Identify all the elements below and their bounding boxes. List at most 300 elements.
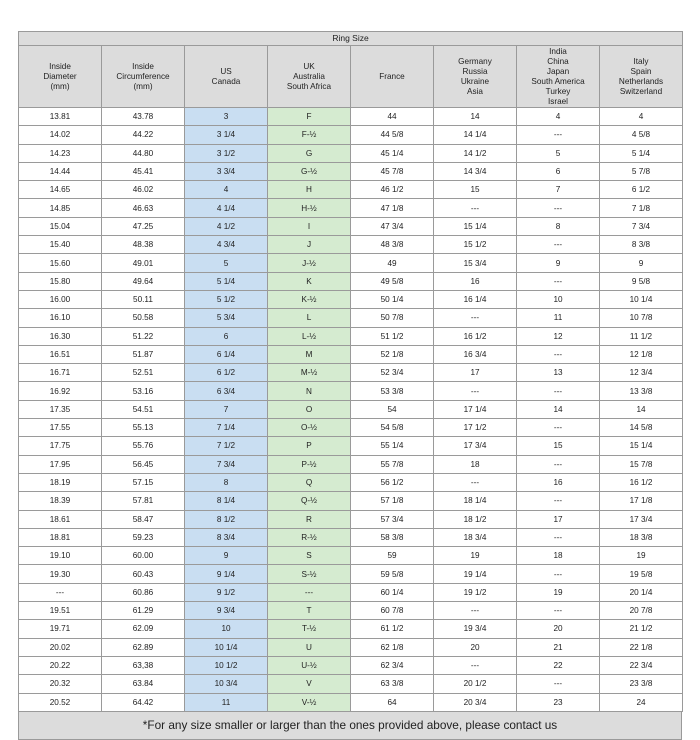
- table-cell-us-canada: 3 3/4: [185, 162, 268, 180]
- table-cell-inside-circumference: 56.45: [102, 455, 185, 473]
- table-row: [19, 162, 683, 180]
- table-cell-india-china-japan-south-america-turkey-israel: 12: [517, 327, 600, 345]
- table-row: [19, 327, 683, 345]
- table-row: [19, 419, 683, 437]
- table-cell-inside-circumference: 46.02: [102, 181, 185, 199]
- contact-note: *For any size smaller or larger than the ones provided above, please contact us: [18, 712, 682, 740]
- table-cell-france: 52 3/4: [351, 364, 434, 382]
- table-cell-inside-circumference: 62.09: [102, 620, 185, 638]
- table-cell-inside-circumference: 55.13: [102, 419, 185, 437]
- table-cell-india-china-japan-south-america-turkey-israel: 20: [517, 620, 600, 638]
- table-cell-inside-circumference: 61.29: [102, 602, 185, 620]
- column-header-line: Circumference: [116, 71, 170, 81]
- table-cell-france: 54: [351, 400, 434, 418]
- column-header-line: (mm): [133, 81, 153, 91]
- table-cell-us-canada: 10: [185, 620, 268, 638]
- table-row: [19, 181, 683, 199]
- table-cell-italy-spain-netherlands-switzerland: 19: [600, 547, 683, 565]
- column-header-us-canada: [185, 46, 268, 108]
- table-cell-inside-circumference: 50.11: [102, 290, 185, 308]
- table-cell-italy-spain-netherlands-switzerland: 15 7/8: [600, 455, 683, 473]
- table-cell-india-china-japan-south-america-turkey-israel: ---: [517, 126, 600, 144]
- table-cell-germany-russia-ukraine-asia: ---: [434, 309, 517, 327]
- table-cell-france: 54 5/8: [351, 419, 434, 437]
- column-header-india-china-japan-south-america-turkey-israel: [517, 46, 600, 108]
- table-cell-uk-australia-south-africa: L: [268, 309, 351, 327]
- table-cell-italy-spain-netherlands-switzerland: 4: [600, 108, 683, 126]
- table-cell-inside-circumference: 63,38: [102, 656, 185, 674]
- column-header-line: Japan: [546, 66, 570, 76]
- table-cell-inside-diameter: 16.71: [19, 364, 102, 382]
- table-cell-italy-spain-netherlands-switzerland: 18 3/8: [600, 528, 683, 546]
- table-cell-inside-circumference: 45.41: [102, 162, 185, 180]
- table-cell-germany-russia-ukraine-asia: 17 1/2: [434, 419, 517, 437]
- table-cell-italy-spain-netherlands-switzerland: 21 1/2: [600, 620, 683, 638]
- table-cell-italy-spain-netherlands-switzerland: 4 5/8: [600, 126, 683, 144]
- table-cell-us-canada: 4 3/4: [185, 236, 268, 254]
- column-header-line: Asia: [467, 86, 483, 96]
- table-cell-germany-russia-ukraine-asia: 18 1/4: [434, 492, 517, 510]
- table-cell-us-canada: 6 1/2: [185, 364, 268, 382]
- table-cell-italy-spain-netherlands-switzerland: 6 1/2: [600, 181, 683, 199]
- table-cell-france: 51 1/2: [351, 327, 434, 345]
- column-header-line: China: [547, 56, 569, 66]
- table-row: [19, 638, 683, 656]
- table-row: [19, 583, 683, 601]
- table-cell-uk-australia-south-africa: G-½: [268, 162, 351, 180]
- table-cell-india-china-japan-south-america-turkey-israel: ---: [517, 419, 600, 437]
- table-cell-uk-australia-south-africa: K-½: [268, 290, 351, 308]
- table-cell-inside-diameter: 15.04: [19, 217, 102, 235]
- table-cell-italy-spain-netherlands-switzerland: 17 3/4: [600, 510, 683, 528]
- table-cell-uk-australia-south-africa: J-½: [268, 254, 351, 272]
- table-cell-inside-circumference: 49.01: [102, 254, 185, 272]
- table-cell-italy-spain-netherlands-switzerland: 24: [600, 693, 683, 711]
- table-cell-inside-circumference: 54.51: [102, 400, 185, 418]
- table-cell-france: 55 1/4: [351, 437, 434, 455]
- table-cell-uk-australia-south-africa: P: [268, 437, 351, 455]
- table-cell-inside-diameter: 16.00: [19, 290, 102, 308]
- table-row: [19, 473, 683, 491]
- table-cell-us-canada: 8: [185, 473, 268, 491]
- table-cell-india-china-japan-south-america-turkey-israel: ---: [517, 382, 600, 400]
- table-cell-us-canada: 5 3/4: [185, 309, 268, 327]
- table-cell-france: 62 3/4: [351, 656, 434, 674]
- table-cell-inside-circumference: 58.47: [102, 510, 185, 528]
- column-header-inside-circumference: [102, 46, 185, 108]
- table-cell-uk-australia-south-africa: ---: [268, 583, 351, 601]
- table-row: [19, 547, 683, 565]
- table-cell-india-china-japan-south-america-turkey-israel: 7: [517, 181, 600, 199]
- table-cell-inside-diameter: 15.80: [19, 272, 102, 290]
- table-cell-uk-australia-south-africa: S-½: [268, 565, 351, 583]
- column-header-france: [351, 46, 434, 108]
- table-cell-uk-australia-south-africa: H-½: [268, 199, 351, 217]
- table-cell-us-canada: 5: [185, 254, 268, 272]
- table-cell-germany-russia-ukraine-asia: 17 1/4: [434, 400, 517, 418]
- column-header-uk-australia-south-africa: [268, 46, 351, 108]
- table-cell-us-canada: 9 1/4: [185, 565, 268, 583]
- table-cell-france: 44: [351, 108, 434, 126]
- column-header-inside-diameter: [19, 46, 102, 108]
- table-cell-us-canada: 9: [185, 547, 268, 565]
- table-cell-india-china-japan-south-america-turkey-israel: ---: [517, 455, 600, 473]
- table-cell-inside-circumference: 44.22: [102, 126, 185, 144]
- table-cell-us-canada: 8 3/4: [185, 528, 268, 546]
- table-cell-us-canada: 7 3/4: [185, 455, 268, 473]
- table-cell-inside-diameter: 14.85: [19, 199, 102, 217]
- table-cell-inside-diameter: 15.60: [19, 254, 102, 272]
- table-cell-germany-russia-ukraine-asia: 17 3/4: [434, 437, 517, 455]
- column-header-line: South America: [531, 76, 585, 86]
- table-cell-us-canada: 5 1/2: [185, 290, 268, 308]
- column-header-line: India: [549, 46, 567, 56]
- table-cell-germany-russia-ukraine-asia: 20 1/2: [434, 675, 517, 693]
- table-cell-inside-circumference: 59.23: [102, 528, 185, 546]
- table-cell-inside-diameter: 20.52: [19, 693, 102, 711]
- table-cell-india-china-japan-south-america-turkey-israel: 16: [517, 473, 600, 491]
- column-header-line: South Africa: [286, 81, 332, 91]
- table-cell-inside-diameter: 13.81: [19, 108, 102, 126]
- table-cell-us-canada: 6 1/4: [185, 345, 268, 363]
- column-header-line: France: [379, 71, 405, 81]
- table-cell-india-china-japan-south-america-turkey-israel: ---: [517, 236, 600, 254]
- table-cell-inside-diameter: 19.30: [19, 565, 102, 583]
- table-row: [19, 126, 683, 144]
- table-cell-inside-circumference: 50.58: [102, 309, 185, 327]
- table-cell-uk-australia-south-africa: O-½: [268, 419, 351, 437]
- table-cell-italy-spain-netherlands-switzerland: 9 5/8: [600, 272, 683, 290]
- table-cell-france: 59: [351, 547, 434, 565]
- table-cell-india-china-japan-south-america-turkey-israel: 13: [517, 364, 600, 382]
- table-cell-inside-circumference: 51.87: [102, 345, 185, 363]
- table-cell-italy-spain-netherlands-switzerland: 9: [600, 254, 683, 272]
- table-cell-india-china-japan-south-america-turkey-israel: 5: [517, 144, 600, 162]
- table-cell-uk-australia-south-africa: R: [268, 510, 351, 528]
- table-cell-france: 55 7/8: [351, 455, 434, 473]
- table-row: [19, 675, 683, 693]
- table-cell-us-canada: 6: [185, 327, 268, 345]
- column-header-line: (mm): [50, 81, 70, 91]
- table-cell-uk-australia-south-africa: M: [268, 345, 351, 363]
- table-cell-france: 60 1/4: [351, 583, 434, 601]
- column-header-line: Canada: [211, 76, 241, 86]
- table-cell-india-china-japan-south-america-turkey-israel: 19: [517, 583, 600, 601]
- table-cell-france: 60 7/8: [351, 602, 434, 620]
- table-cell-uk-australia-south-africa: P-½: [268, 455, 351, 473]
- column-header-line: Inside: [49, 61, 71, 71]
- table-cell-india-china-japan-south-america-turkey-israel: 15: [517, 437, 600, 455]
- table-cell-inside-diameter: ---: [19, 583, 102, 601]
- table-cell-italy-spain-netherlands-switzerland: 5 1/4: [600, 144, 683, 162]
- table-cell-us-canada: 10 3/4: [185, 675, 268, 693]
- table-cell-germany-russia-ukraine-asia: 18: [434, 455, 517, 473]
- table-row: [19, 144, 683, 162]
- table-row: [19, 108, 683, 126]
- table-cell-inside-diameter: 14.65: [19, 181, 102, 199]
- table-cell-italy-spain-netherlands-switzerland: 14 5/8: [600, 419, 683, 437]
- table-cell-germany-russia-ukraine-asia: 15 1/2: [434, 236, 517, 254]
- table-cell-france: 62 1/8: [351, 638, 434, 656]
- table-cell-italy-spain-netherlands-switzerland: 14: [600, 400, 683, 418]
- table-cell-india-china-japan-south-america-turkey-israel: ---: [517, 675, 600, 693]
- table-cell-italy-spain-netherlands-switzerland: 20 7/8: [600, 602, 683, 620]
- table-cell-inside-circumference: 63.84: [102, 675, 185, 693]
- table-cell-india-china-japan-south-america-turkey-israel: ---: [517, 272, 600, 290]
- column-header-line: Italy: [633, 56, 649, 66]
- table-row: [19, 382, 683, 400]
- table-cell-us-canada: 11: [185, 693, 268, 711]
- table-cell-italy-spain-netherlands-switzerland: 10 7/8: [600, 309, 683, 327]
- table-cell-inside-diameter: 16.10: [19, 309, 102, 327]
- table-cell-italy-spain-netherlands-switzerland: 5 7/8: [600, 162, 683, 180]
- table-row: [19, 254, 683, 272]
- table-row: [19, 345, 683, 363]
- table-row: [19, 199, 683, 217]
- table-title: Ring Size: [19, 32, 683, 46]
- column-header-line: Turkey: [545, 86, 571, 96]
- table-cell-italy-spain-netherlands-switzerland: 15 1/4: [600, 437, 683, 455]
- table-cell-india-china-japan-south-america-turkey-israel: 8: [517, 217, 600, 235]
- table-cell-italy-spain-netherlands-switzerland: 10 1/4: [600, 290, 683, 308]
- table-cell-italy-spain-netherlands-switzerland: 12 1/8: [600, 345, 683, 363]
- column-header-line: Ukraine: [460, 76, 490, 86]
- table-cell-uk-australia-south-africa: F: [268, 108, 351, 126]
- table-cell-germany-russia-ukraine-asia: 14 1/4: [434, 126, 517, 144]
- table-cell-italy-spain-netherlands-switzerland: 12 3/4: [600, 364, 683, 382]
- table-row: [19, 236, 683, 254]
- table-cell-germany-russia-ukraine-asia: 14: [434, 108, 517, 126]
- table-cell-uk-australia-south-africa: H: [268, 181, 351, 199]
- table-cell-inside-circumference: 60.00: [102, 547, 185, 565]
- table-row: [19, 437, 683, 455]
- table-cell-india-china-japan-south-america-turkey-israel: 18: [517, 547, 600, 565]
- table-row: [19, 565, 683, 583]
- column-header-germany-russia-ukraine-asia: [434, 46, 517, 108]
- table-cell-italy-spain-netherlands-switzerland: 13 3/8: [600, 382, 683, 400]
- table-cell-france: 47 1/8: [351, 199, 434, 217]
- table-cell-india-china-japan-south-america-turkey-israel: 23: [517, 693, 600, 711]
- table-cell-inside-diameter: 19.71: [19, 620, 102, 638]
- table-cell-italy-spain-netherlands-switzerland: 22 1/8: [600, 638, 683, 656]
- table-row: [19, 693, 683, 711]
- table-cell-us-canada: 9 3/4: [185, 602, 268, 620]
- table-cell-italy-spain-netherlands-switzerland: 7 1/8: [600, 199, 683, 217]
- column-header-line: Australia: [293, 71, 325, 81]
- table-cell-us-canada: 7 1/2: [185, 437, 268, 455]
- table-row: [19, 656, 683, 674]
- table-cell-inside-circumference: 49.64: [102, 272, 185, 290]
- table-cell-us-canada: 7: [185, 400, 268, 418]
- table-cell-india-china-japan-south-america-turkey-israel: 11: [517, 309, 600, 327]
- table-row: [19, 620, 683, 638]
- table-cell-inside-circumference: 51.22: [102, 327, 185, 345]
- column-header-line: Netherlands: [618, 76, 664, 86]
- table-cell-france: 58 3/8: [351, 528, 434, 546]
- table-cell-france: 48 3/8: [351, 236, 434, 254]
- table-cell-india-china-japan-south-america-turkey-israel: ---: [517, 602, 600, 620]
- table-cell-inside-diameter: 18.19: [19, 473, 102, 491]
- table-cell-italy-spain-netherlands-switzerland: 11 1/2: [600, 327, 683, 345]
- table-cell-india-china-japan-south-america-turkey-israel: ---: [517, 492, 600, 510]
- table-row: [19, 492, 683, 510]
- ring-size-table: [18, 31, 683, 712]
- table-cell-uk-australia-south-africa: K: [268, 272, 351, 290]
- table-cell-italy-spain-netherlands-switzerland: 16 1/2: [600, 473, 683, 491]
- table-cell-inside-diameter: 14.23: [19, 144, 102, 162]
- table-cell-us-canada: 4 1/2: [185, 217, 268, 235]
- column-header-line: Spain: [630, 66, 652, 76]
- table-cell-us-canada: 3 1/2: [185, 144, 268, 162]
- table-cell-germany-russia-ukraine-asia: ---: [434, 473, 517, 491]
- table-cell-france: 63 3/8: [351, 675, 434, 693]
- table-cell-uk-australia-south-africa: G: [268, 144, 351, 162]
- column-header-italy-spain-netherlands-switzerland: [600, 46, 683, 108]
- table-cell-india-china-japan-south-america-turkey-israel: 4: [517, 108, 600, 126]
- table-cell-germany-russia-ukraine-asia: 19 1/2: [434, 583, 517, 601]
- table-cell-france: 56 1/2: [351, 473, 434, 491]
- table-cell-us-canada: 7 1/4: [185, 419, 268, 437]
- table-cell-italy-spain-netherlands-switzerland: 8 3/8: [600, 236, 683, 254]
- table-cell-india-china-japan-south-america-turkey-israel: ---: [517, 565, 600, 583]
- table-cell-india-china-japan-south-america-turkey-israel: 9: [517, 254, 600, 272]
- table-cell-italy-spain-netherlands-switzerland: 7 3/4: [600, 217, 683, 235]
- table-cell-uk-australia-south-africa: N: [268, 382, 351, 400]
- table-cell-france: 45 7/8: [351, 162, 434, 180]
- table-cell-germany-russia-ukraine-asia: 19 1/4: [434, 565, 517, 583]
- table-cell-inside-circumference: 52.51: [102, 364, 185, 382]
- table-row: [19, 217, 683, 235]
- table-cell-france: 46 1/2: [351, 181, 434, 199]
- table-cell-india-china-japan-south-america-turkey-israel: 14: [517, 400, 600, 418]
- table-cell-france: 52 1/8: [351, 345, 434, 363]
- table-cell-uk-australia-south-africa: U: [268, 638, 351, 656]
- table-cell-inside-diameter: 17.35: [19, 400, 102, 418]
- table-cell-inside-diameter: 19.10: [19, 547, 102, 565]
- table-cell-inside-diameter: 17.55: [19, 419, 102, 437]
- table-cell-us-canada: 10 1/4: [185, 638, 268, 656]
- table-cell-inside-circumference: 57.81: [102, 492, 185, 510]
- table-row: [19, 272, 683, 290]
- table-cell-inside-diameter: 16.51: [19, 345, 102, 363]
- table-cell-uk-australia-south-africa: I: [268, 217, 351, 235]
- table-cell-italy-spain-netherlands-switzerland: 17 1/8: [600, 492, 683, 510]
- table-cell-us-canada: 5 1/4: [185, 272, 268, 290]
- table-cell-inside-diameter: 17.95: [19, 455, 102, 473]
- table-cell-france: 59 5/8: [351, 565, 434, 583]
- table-cell-uk-australia-south-africa: M-½: [268, 364, 351, 382]
- table-cell-france: 61 1/2: [351, 620, 434, 638]
- table-cell-inside-diameter: 18.81: [19, 528, 102, 546]
- table-cell-us-canada: 8 1/2: [185, 510, 268, 528]
- column-header-line: Diameter: [43, 71, 77, 81]
- table-cell-france: 57 1/8: [351, 492, 434, 510]
- table-row: [19, 510, 683, 528]
- table-cell-france: 50 7/8: [351, 309, 434, 327]
- table-cell-inside-circumference: 60.86: [102, 583, 185, 601]
- table-cell-inside-diameter: 20.22: [19, 656, 102, 674]
- table-cell-germany-russia-ukraine-asia: 19 3/4: [434, 620, 517, 638]
- table-cell-inside-diameter: 18.39: [19, 492, 102, 510]
- table-cell-uk-australia-south-africa: U-½: [268, 656, 351, 674]
- table-row: [19, 309, 683, 327]
- table-cell-france: 44 5/8: [351, 126, 434, 144]
- table-cell-uk-australia-south-africa: Q: [268, 473, 351, 491]
- column-header-line: Russia: [462, 66, 488, 76]
- table-cell-uk-australia-south-africa: O: [268, 400, 351, 418]
- table-cell-inside-diameter: 19.51: [19, 602, 102, 620]
- table-cell-inside-diameter: 16.30: [19, 327, 102, 345]
- table-cell-india-china-japan-south-america-turkey-israel: ---: [517, 345, 600, 363]
- table-cell-inside-circumference: 48.38: [102, 236, 185, 254]
- table-cell-uk-australia-south-africa: L-½: [268, 327, 351, 345]
- table-cell-italy-spain-netherlands-switzerland: 20 1/4: [600, 583, 683, 601]
- table-cell-germany-russia-ukraine-asia: 15: [434, 181, 517, 199]
- table-row: [19, 400, 683, 418]
- table-cell-germany-russia-ukraine-asia: ---: [434, 656, 517, 674]
- table-cell-us-canada: 3: [185, 108, 268, 126]
- column-header-row: [19, 46, 683, 108]
- table-cell-inside-circumference: 43.78: [102, 108, 185, 126]
- table-body: [19, 108, 683, 712]
- table-cell-germany-russia-ukraine-asia: 15 3/4: [434, 254, 517, 272]
- table-cell-germany-russia-ukraine-asia: ---: [434, 199, 517, 217]
- column-header-line: Switzerland: [619, 86, 663, 96]
- table-cell-uk-australia-south-africa: T: [268, 602, 351, 620]
- table-cell-germany-russia-ukraine-asia: 16 3/4: [434, 345, 517, 363]
- table-cell-india-china-japan-south-america-turkey-israel: 17: [517, 510, 600, 528]
- table-cell-inside-diameter: 20.02: [19, 638, 102, 656]
- table-cell-germany-russia-ukraine-asia: 19: [434, 547, 517, 565]
- table-cell-france: 49 5/8: [351, 272, 434, 290]
- table-cell-inside-circumference: 60.43: [102, 565, 185, 583]
- table-cell-france: 50 1/4: [351, 290, 434, 308]
- table-cell-germany-russia-ukraine-asia: 20 3/4: [434, 693, 517, 711]
- table-row: [19, 602, 683, 620]
- table-cell-inside-diameter: 14.44: [19, 162, 102, 180]
- table-cell-france: 64: [351, 693, 434, 711]
- column-header-line: Germany: [458, 56, 492, 66]
- table-cell-germany-russia-ukraine-asia: 18 1/2: [434, 510, 517, 528]
- column-header-line: UK: [303, 61, 315, 71]
- table-row: [19, 528, 683, 546]
- table-cell-germany-russia-ukraine-asia: 15 1/4: [434, 217, 517, 235]
- table-cell-inside-diameter: 18.61: [19, 510, 102, 528]
- table-cell-inside-diameter: 15.40: [19, 236, 102, 254]
- table-cell-uk-australia-south-africa: S: [268, 547, 351, 565]
- table-cell-inside-circumference: 53.16: [102, 382, 185, 400]
- table-cell-uk-australia-south-africa: V: [268, 675, 351, 693]
- table-cell-us-canada: 9 1/2: [185, 583, 268, 601]
- table-cell-inside-diameter: 16.92: [19, 382, 102, 400]
- table-cell-inside-circumference: 57.15: [102, 473, 185, 491]
- table-cell-inside-circumference: 55.76: [102, 437, 185, 455]
- table-cell-germany-russia-ukraine-asia: 20: [434, 638, 517, 656]
- table-cell-france: 47 3/4: [351, 217, 434, 235]
- table-cell-india-china-japan-south-america-turkey-israel: ---: [517, 528, 600, 546]
- table-cell-germany-russia-ukraine-asia: 18 3/4: [434, 528, 517, 546]
- table-cell-france: 53 3/8: [351, 382, 434, 400]
- table-cell-uk-australia-south-africa: V-½: [268, 693, 351, 711]
- table-cell-us-canada: 8 1/4: [185, 492, 268, 510]
- table-cell-france: 49: [351, 254, 434, 272]
- table-cell-germany-russia-ukraine-asia: ---: [434, 382, 517, 400]
- table-cell-germany-russia-ukraine-asia: 14 3/4: [434, 162, 517, 180]
- table-cell-india-china-japan-south-america-turkey-israel: ---: [517, 199, 600, 217]
- table-row: [19, 364, 683, 382]
- table-cell-india-china-japan-south-america-turkey-israel: 21: [517, 638, 600, 656]
- table-cell-germany-russia-ukraine-asia: ---: [434, 602, 517, 620]
